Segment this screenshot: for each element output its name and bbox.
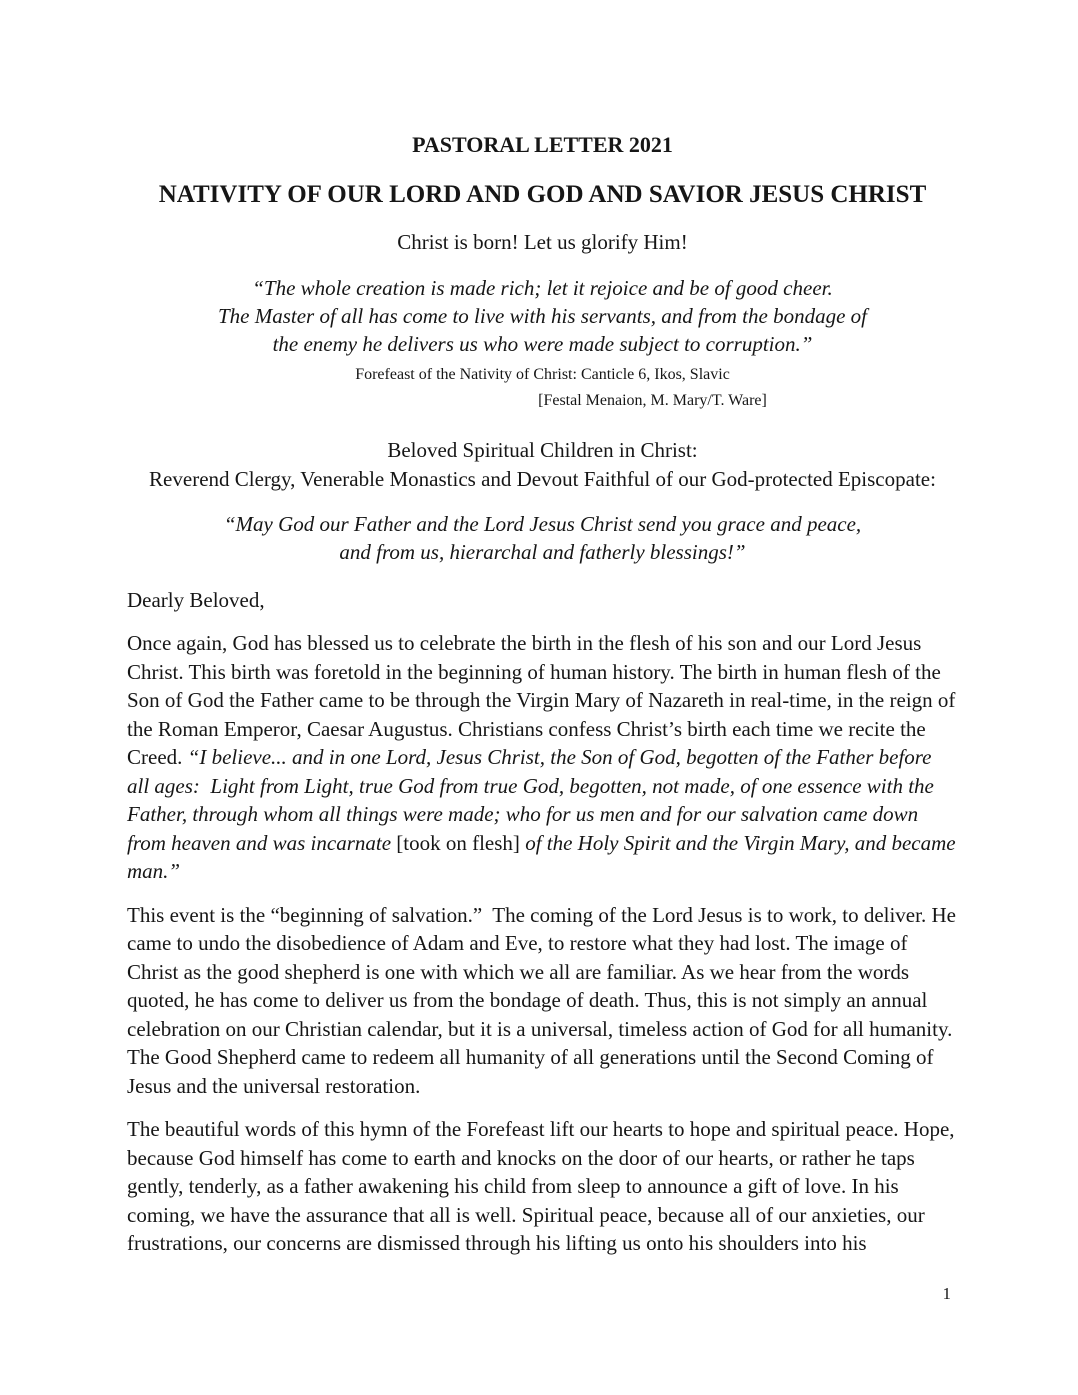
document-title-line-1: PASTORAL LETTER 2021 bbox=[412, 132, 673, 157]
greeting-blessing bbox=[127, 510, 958, 566]
greeting-line-1: “May God our Father and the Lord Jesus Christ send you grace and peace, bbox=[223, 512, 862, 536]
creed-quote-part-1: “I believe... and in one Lord, Jesus Christ, the Son of God, begotten of the Father before all ages: Light from Light, true God from true God, begotten, not made, of one essence with the Father, through whom all things were made; who for us men and for our salvation came down from heaven and was incarnate bbox=[127, 745, 940, 855]
paragraph-nativity-creed bbox=[127, 629, 961, 886]
salutation-line-2: Reverend Clergy, Venerable Monastics and Devout Faithful of our God-protected Episcopate: bbox=[149, 467, 936, 491]
epigraph-line: “The whole creation is made rich; let it rejoice and be of good cheer. bbox=[252, 276, 833, 300]
bracketed-gloss: [took on flesh] bbox=[396, 830, 526, 855]
paragraph-text: Once again, God has blessed us to celebrate the birth in the flesh of his son and our Lord Jesus Christ. This birth was foretold in the beginning of human history. The birth in human flesh of the Son of God the Father came to be through the Virgin Mary of Nazareth in real-time, in the reign of the Roman Emperor, Caesar Augustus. Christians confess Christ’s birth each time we recite the Creed. bbox=[127, 631, 961, 769]
attribution-source: Forefeast of the Nativity of Christ: Canticle 6, Ikos, Slavic bbox=[355, 366, 730, 383]
epigraph-quote bbox=[127, 274, 958, 414]
paragraph-beginning-of-salvation: This event is the “beginning of salvation.” The coming of the Lord Jesus is to work, to deliver. He came to undo the disobedience of Adam and Eve, to restore what they had lost. The image of Christ as the good shepherd is one with which we all are familiar. As we hear from the words quoted, he has come to deliver us from the bondage of death. Thus, this is not simply an annual celebration on our Christian calendar, but it is a universal, timeless action of God for all humanity. The Good Shepherd came to redeem all humanity of all generations until the Second Coming of Jesus and the universal restoration. bbox=[127, 902, 962, 1098]
opening-address: Dearly Beloved, bbox=[127, 588, 265, 612]
document-subtitle: Christ is born! Let us glorify Him! bbox=[397, 230, 688, 254]
attribution-citation: [Festal Menaion, M. Mary/T. Ware] bbox=[538, 392, 767, 409]
salutation-line-1: Beloved Spiritual Children in Christ: bbox=[387, 438, 698, 462]
epigraph-line: The Master of all has come to live with his servants, and from the bondage of bbox=[217, 304, 867, 328]
page-number: 1 bbox=[942, 1284, 951, 1303]
epigraph-attribution bbox=[127, 362, 958, 414]
paragraph-hymn-hope-peace: The beautiful words of this hymn of the Forefeast lift our hearts to hope and spiritual peace. Hope, because God himself has come to earth and knocks on the door of our hearts, or rather he taps gently, tenderly, as a father awakening his child from sleep to announce a gift of love. In his coming, we have the assurance that all is well. Spiritual peace, because all of our anxieties, our frustrations, our concerns are dismissed through his lifting us onto his shoulders into his bbox=[127, 1117, 960, 1255]
salutation bbox=[127, 436, 958, 494]
epigraph-line: the enemy he delivers us who were made subject to corruption.” bbox=[272, 332, 813, 356]
creed-quote-part-2: of the Holy Spirit and the Virgin Mary, and became man.” bbox=[127, 830, 961, 883]
document-title-line-2: NATIVITY OF OUR LORD AND GOD AND SAVIOR JESUS CHRIST bbox=[158, 181, 927, 208]
greeting-line-2: and from us, hierarchal and fatherly blessings!” bbox=[339, 540, 746, 564]
